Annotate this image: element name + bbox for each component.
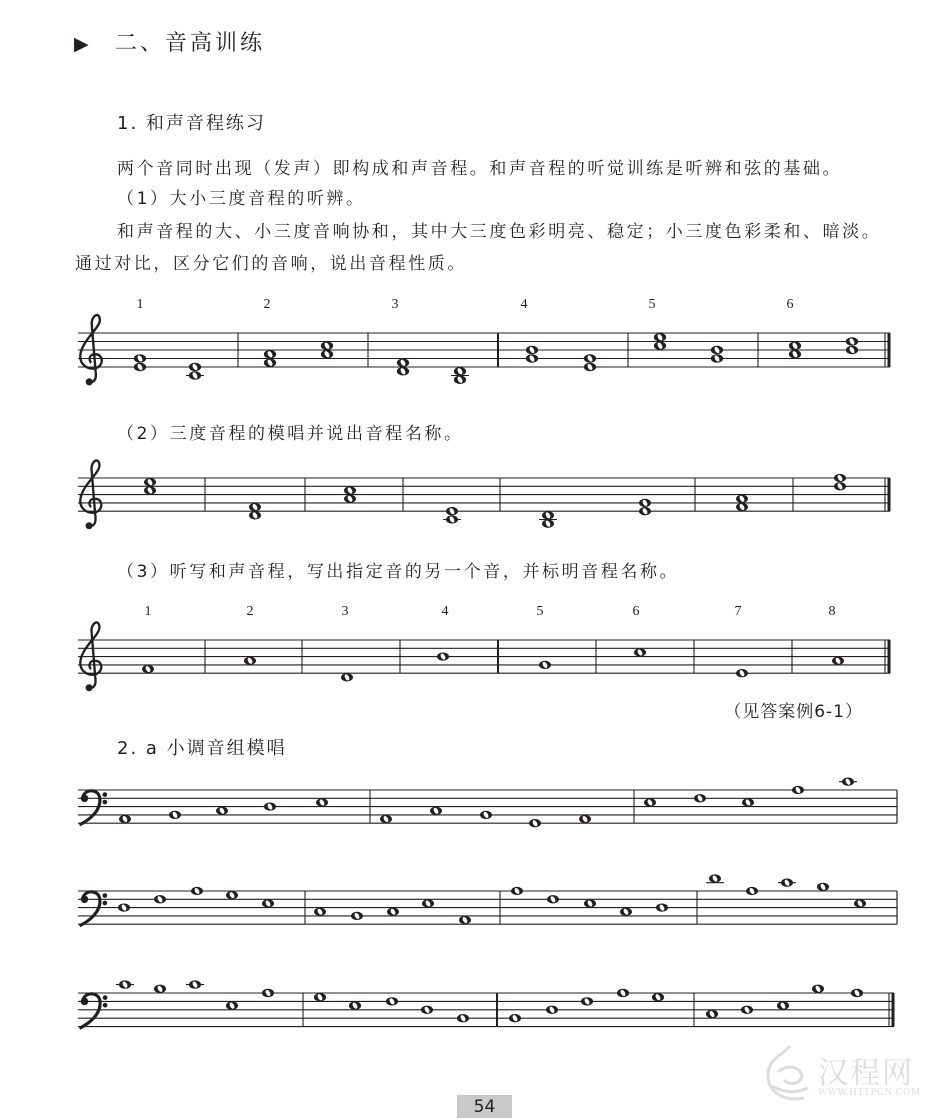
note	[118, 903, 130, 911]
treble-clef-dot	[86, 684, 93, 691]
exercise-1-description: 和声音程的大、小三度音响协和，其中大三度色彩明亮、稳定；小三度色彩柔和、暗淡。	[117, 222, 882, 242]
bass-clef-icon	[80, 791, 108, 825]
note	[620, 908, 632, 916]
note	[421, 1006, 433, 1014]
chord	[539, 511, 557, 528]
chord	[639, 499, 651, 516]
note	[706, 1010, 718, 1018]
chord	[584, 354, 596, 371]
measure-number: 7	[734, 604, 742, 619]
measure-number: 6	[632, 604, 640, 619]
subsection-title-a-minor: 2. a 小调音组模唱	[117, 738, 287, 759]
note	[546, 1006, 558, 1014]
note	[349, 1001, 361, 1009]
play-triangle-icon: ▶	[74, 33, 89, 55]
page-number: 54	[457, 1095, 512, 1118]
note	[191, 887, 203, 895]
note	[437, 652, 449, 660]
bass-clef-dot	[103, 792, 108, 797]
note	[851, 989, 863, 997]
bass-clef-dot	[81, 896, 88, 903]
note	[839, 778, 857, 786]
note	[351, 912, 363, 920]
bass-clef-dot	[81, 795, 88, 802]
staff-2	[78, 460, 890, 529]
treble-clef-stroke	[80, 315, 102, 382]
treble-clef-dot	[86, 378, 93, 385]
note	[792, 786, 804, 794]
treble-clef-dot	[86, 522, 93, 529]
note	[154, 985, 166, 993]
bass-clef-icon	[79, 994, 107, 1028]
note	[634, 648, 646, 656]
bass-clef-dot	[81, 998, 89, 1006]
note	[186, 980, 204, 988]
note	[817, 883, 829, 891]
measure-number: 6	[786, 297, 794, 312]
note	[581, 997, 593, 1005]
treble-clef-stroke	[80, 622, 101, 688]
treble-clef-stroke	[80, 460, 101, 526]
note	[547, 895, 559, 903]
note	[142, 665, 154, 673]
staff-3	[78, 604, 890, 691]
note	[736, 669, 748, 677]
note	[226, 891, 238, 899]
chord	[526, 346, 538, 363]
note	[741, 1006, 753, 1014]
note	[244, 657, 256, 665]
note	[812, 985, 824, 993]
note	[169, 811, 181, 819]
staff-5	[78, 874, 897, 925]
measure-number: 1	[144, 604, 152, 619]
bass-clef-dot	[103, 800, 108, 805]
bass-clef-dot	[103, 893, 108, 898]
bass-clef-icon	[80, 892, 108, 926]
bass-clef-dot	[103, 901, 108, 906]
exercise-3-title: （3）听写和声音程，写出指定音的另一个音，并标明音程名称。	[117, 562, 680, 582]
note	[511, 887, 523, 895]
staff-4	[78, 778, 897, 828]
note	[746, 887, 758, 895]
note	[226, 1001, 238, 1009]
note	[262, 899, 274, 907]
note	[617, 989, 629, 997]
note	[539, 661, 551, 669]
note	[422, 899, 434, 907]
note	[459, 916, 471, 924]
note	[509, 1014, 521, 1022]
note	[480, 811, 492, 819]
note	[579, 815, 591, 823]
note	[216, 807, 228, 815]
note	[316, 798, 328, 806]
measure-number: 8	[828, 604, 836, 619]
note	[706, 874, 724, 882]
measure-number: 5	[648, 297, 656, 312]
note	[694, 794, 706, 802]
note	[262, 989, 274, 997]
note	[314, 908, 326, 916]
note	[430, 807, 442, 815]
note	[777, 1001, 789, 1009]
note	[386, 997, 398, 1005]
measure-number: 1	[136, 297, 144, 312]
note	[314, 993, 326, 1001]
note	[116, 980, 134, 988]
watermark-text: 汉程网	[818, 1056, 914, 1091]
watermark-fish-icon	[760, 1042, 816, 1108]
staff-1	[78, 297, 890, 385]
bass-clef-dot	[103, 995, 108, 1000]
note	[854, 899, 866, 907]
chord	[443, 507, 461, 524]
note	[644, 798, 656, 806]
measure-number: 4	[520, 297, 528, 312]
note	[119, 815, 131, 823]
bass-clef-dot	[103, 1003, 108, 1008]
note	[656, 903, 668, 911]
watermark-logo	[760, 1040, 940, 1110]
chord	[186, 363, 204, 380]
exercise-1-title: （1）大小三度音程的听辨。	[117, 189, 366, 209]
note	[341, 673, 353, 681]
note	[832, 657, 844, 665]
note	[380, 815, 392, 823]
note	[387, 908, 399, 916]
chord	[834, 474, 846, 491]
measure-number: 4	[441, 604, 449, 619]
watermark-url: WWW.HTTPCN.COM	[818, 1088, 921, 1098]
subsection-title-harmonic-intervals: 1. 和声音程练习	[117, 113, 266, 134]
chord	[451, 367, 469, 384]
measure-number: 2	[246, 604, 254, 619]
note	[529, 819, 541, 827]
measure-number: 3	[391, 297, 399, 312]
note	[457, 1014, 469, 1022]
note	[652, 993, 664, 1001]
note	[778, 879, 796, 887]
measure-number: 3	[341, 604, 349, 619]
section-heading: 二、音高训练	[115, 31, 266, 56]
exercise-2-title: （2）三度音程的模唱并说出音程名称。	[117, 424, 464, 444]
chord	[134, 354, 146, 371]
chord	[846, 337, 858, 354]
note	[742, 798, 754, 806]
staff-6	[78, 980, 894, 1028]
answer-reference: （见答案例6-1）	[724, 702, 863, 722]
note	[154, 895, 166, 903]
measure-number: 2	[263, 297, 271, 312]
exercise-1-description-cont: 通过对比，区分它们的音响，说出音程性质。	[75, 254, 467, 274]
intro-paragraph: 两个音同时出现（发声）即构成和声音程。和声音程的听觉训练是听辨和弦的基础。	[117, 159, 843, 179]
note	[584, 899, 596, 907]
note	[264, 802, 276, 810]
chord	[711, 346, 723, 363]
measure-number: 5	[536, 604, 544, 619]
